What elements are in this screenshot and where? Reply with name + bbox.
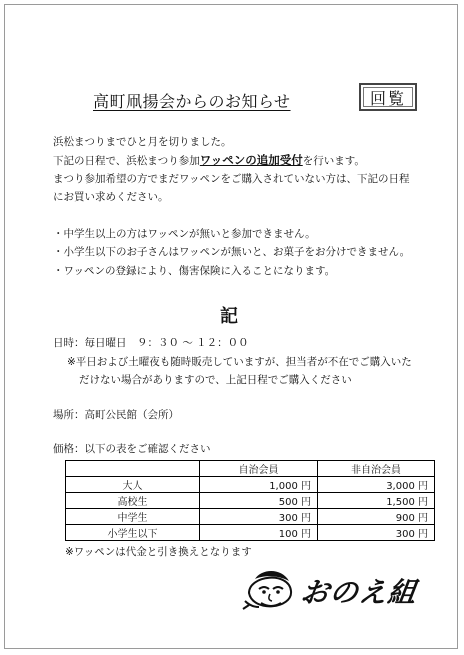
page-title: 高町凧揚会からのお知らせ	[93, 92, 291, 111]
table-cell: 高校生	[66, 493, 200, 509]
table-cell: 500 円	[200, 493, 318, 509]
intro-line-4: にお買い求めください。	[53, 191, 169, 203]
table-cell: 100 円	[200, 525, 318, 541]
table-cell: 1,500 円	[318, 493, 435, 509]
table-row	[66, 493, 435, 509]
place-line: 場所：高町公民館（会所）	[53, 409, 179, 421]
table-cell: 300 円	[200, 509, 318, 525]
footnote: ※ワッペンは代金と引き換えとなります	[65, 546, 252, 558]
table-row	[66, 477, 435, 493]
intro-line-1: 浜松まつりまでひと月を切りました。	[53, 136, 232, 148]
schedule-note-1: ※平日および土曜夜も随時販売していますが、担当者が不在でご購入いた	[67, 356, 412, 368]
table-cell: 300 円	[318, 525, 435, 541]
price-intro: 価格：以下の表をご確認ください	[53, 443, 211, 455]
intro-line-3: まつり参加希望の方でまだワッペンをご購入されていない方は、下記の日程	[53, 173, 410, 185]
header-cell: 非自治会員	[318, 461, 435, 477]
table-row	[66, 509, 435, 525]
header-cell: 自治会員	[200, 461, 318, 477]
schedule-line: 日時：毎日曜日 ９：３０ ～ １２：００	[53, 337, 249, 349]
table-cell: 中学生	[66, 509, 200, 525]
note-item: ・中学生以上の方はワッペンが無いと参加できません。	[53, 228, 316, 240]
table-row	[66, 525, 435, 541]
company-logo	[241, 565, 427, 615]
document-page	[4, 4, 458, 649]
intro-line-2	[53, 153, 365, 168]
intro-line-2-end: を行います。	[302, 155, 365, 167]
table-cell: 大人	[66, 477, 200, 493]
note-item: ・ワッペンの登録により、傷害保険に入ることになります。	[53, 265, 336, 277]
table-cell: 小学生以下	[66, 525, 200, 541]
note-item: ・小学生以下のお子さんはワッペンが無いと、お菓子をお分けできません。	[53, 246, 411, 258]
emphasis-text: ワッペンの追加受付	[199, 153, 303, 167]
table-cell: 900 円	[318, 509, 435, 525]
intro-line-2-start: 下記の日程で、浜松まつり参加	[53, 155, 200, 167]
circulation-stamp: 回覧	[359, 83, 417, 111]
logo-text: おのえ組	[298, 576, 420, 609]
price-table	[65, 460, 435, 541]
table-cell: 3,000 円	[318, 477, 435, 493]
schedule-note-2: だけない場合がありますので、上記日程でご購入ください	[79, 374, 352, 386]
table-cell: 1,000 円	[200, 477, 318, 493]
header-cell	[66, 461, 200, 477]
caricature-face-icon	[241, 565, 301, 615]
section-heading: 記	[220, 306, 238, 327]
table-header-row	[66, 461, 435, 477]
